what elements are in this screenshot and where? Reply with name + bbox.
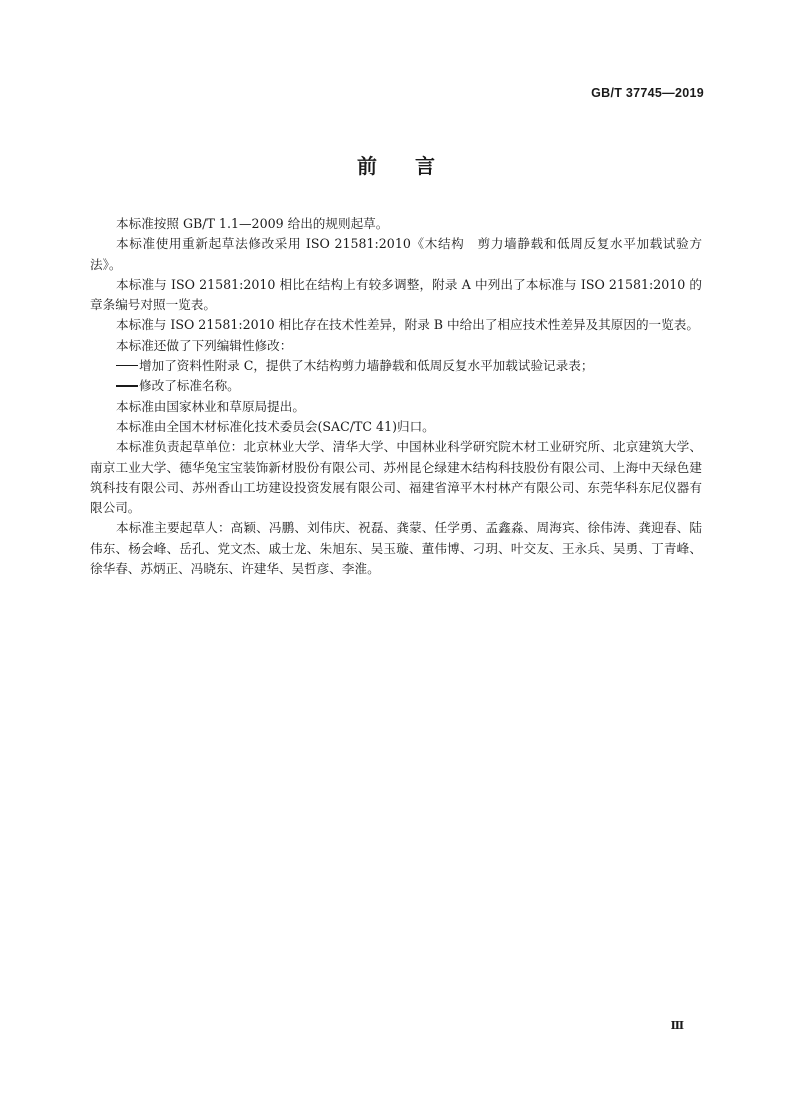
foreword-body [90,214,702,579]
paragraph-drafting-units: 本标准负责起草单位：北京林业大学、清华大学、中国林业科学研究院木材工业研究所、北京建筑大学、南京工业大学、德华兔宝宝装饰新材股份有限公司、苏州昆仑绿建木结构科技股份有限公司、上海中天绿色建筑科技有限公司、苏州香山工坊建设投资发展有限公司、福建省漳平木村林产有限公司、东莞华科东尼仪器有限公司。 [90,439,702,516]
dash-item [90,376,702,396]
dash-item [90,356,702,376]
paragraph-committee: 本标准由全国木材标准化技术委员会(SAC/TC 41)归口。 [116,418,435,434]
dash-item-text: 修改了标准名称。 [139,378,240,394]
standard-number: GB/T 37745—2019 [591,86,704,100]
dash-mark [116,385,138,387]
page-title: 前言 [357,154,473,178]
paragraph-drafters: 本标准主要起草人：高颖、冯鹏、刘伟庆、祝磊、龚蒙、任学勇、孟鑫淼、周海宾、徐伟涛、龚迎春、陆伟东、杨会峰、岳孔、党文杰、戚士龙、朱旭东、吴玉璇、董伟博、刁玥、叶交友、王永兵、吴勇、丁青峰、徐华春、苏炳正、冯晓东、许建华、吴哲彦、李淮。 [90,520,702,577]
paragraph-adoption-method: 本标准使用重新起草法修改采用 ISO 21581:2010《木结构 剪力墙静载和低周反复水平加载试验方法》。 [90,236,702,272]
paragraph-structure-changes: 本标准与 ISO 21581:2010 相比在结构上有较多调整，附录 A 中列出了本标准与 ISO 21581:2010 的章条编号对照一览表。 [90,276,702,313]
dash-item-text: 增加了资料性附录 C，提供了木结构剪力墙静载和低周反复水平加载试验记录表； [139,358,594,374]
paragraph-technical-differences: 本标准与 ISO 21581:2010 相比存在技术性差异，附录 B 中给出了相应技术性差异及其原因的一览表。 [116,317,699,333]
dash-mark [116,365,138,367]
paragraph-drafting-rules: 本标准按照 GB/T 1.1—2009 给出的规则起草。 [116,216,389,231]
paragraph-proposer: 本标准由国家林业和草原局提出。 [116,398,305,414]
page-number: Ⅲ [670,1019,684,1032]
paragraph-editorial-changes: 本标准还做了下列编辑性修改： [116,337,293,353]
